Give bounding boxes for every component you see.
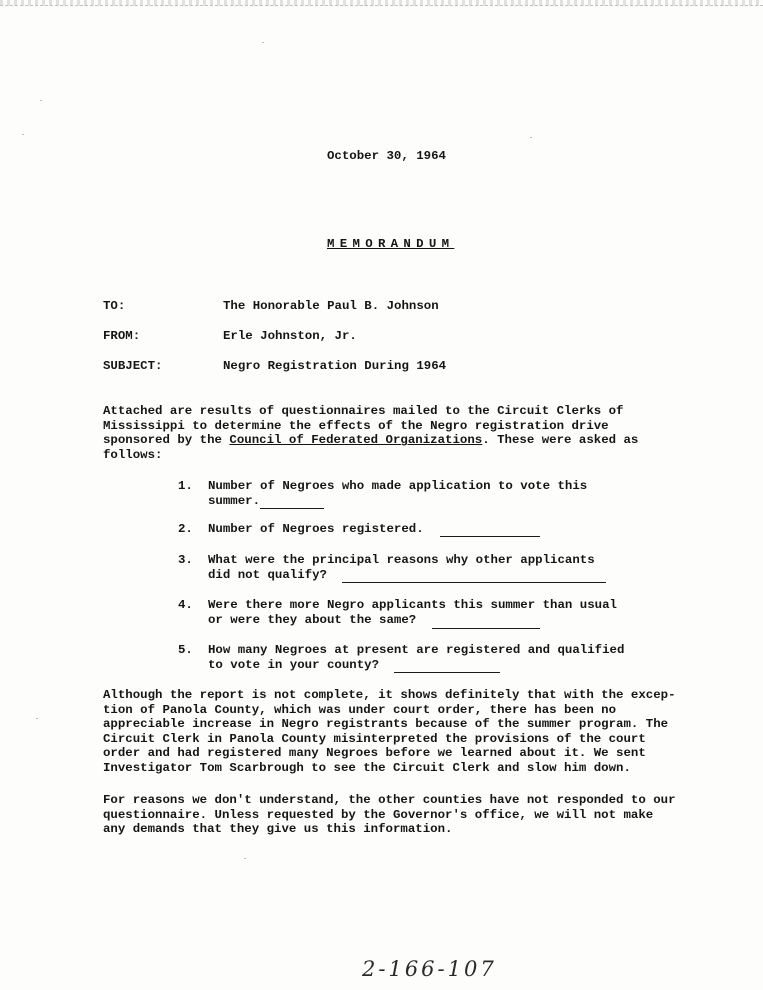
scan-speck: [36, 718, 38, 719]
scan-speck: [530, 137, 532, 138]
scan-speck: [244, 858, 246, 859]
scan-speck: [262, 42, 264, 43]
question-text: Were there more Negro applicants this summer than usual or were they about the same?: [208, 598, 617, 627]
intro-paragraph: [103, 404, 688, 462]
to-label: TO:: [103, 299, 126, 313]
findings-paragraph: Although the report is not complete, it shows definitely that with the excep- tion of Panola County, which was under court order, there has been no appreciable increase in Negro registrants because of the summer program. The Circuit Clerk in Panola County misinterpreted the provisions of the court order and had registered many Negroes before we learned about it. We sent Investigator Tom Scarbrough to see the Circuit Clerk and slow him down.: [103, 688, 676, 775]
answer-blank-1: [260, 508, 324, 509]
scan-speck: [22, 134, 24, 135]
question-text: How many Negroes at present are registered and qualified to vote in your county?: [208, 643, 625, 672]
answer-blank-4: [432, 628, 540, 629]
answer-blank-5: [394, 672, 500, 673]
question-number: 2.: [178, 522, 193, 536]
to-value: The Honorable Paul B. Johnson: [223, 299, 439, 313]
from-value: Erle Johnston, Jr.: [223, 329, 357, 343]
scan-top-edge: [0, 0, 763, 6]
scan-speck: [40, 100, 42, 101]
handwritten-file-number: 2-166-107: [362, 957, 497, 981]
from-label: FROM:: [103, 329, 141, 343]
subject-value: Negro Registration During 1964: [223, 359, 447, 373]
organization-name: Council of Federated Organizations: [229, 433, 483, 448]
question-text: Number of Negroes who made application to vote this summer.: [208, 479, 588, 508]
question-text: Number of Negroes registered.: [208, 522, 424, 536]
memo-date: October 30, 1964: [327, 149, 446, 163]
answer-blank-3: [342, 582, 606, 583]
answer-blank-2: [440, 536, 540, 537]
question-text: What were the principal reasons why other applicants did not qualify?: [208, 553, 595, 582]
question-number: 3.: [178, 553, 193, 567]
question-number: 4.: [178, 598, 193, 612]
subject-label: SUBJECT:: [103, 359, 163, 373]
memo-title: MEMORANDUM: [327, 237, 455, 251]
question-number: 1.: [178, 479, 193, 493]
question-number: 5.: [178, 643, 193, 657]
intro-text-start: Attached are results of questionnaires mailed to the Circuit Clerks of Mississippi to determine the effects of the Negro registration drive sponsored by the: [103, 404, 624, 448]
intro-text-end: . These were asked as follows:: [103, 433, 639, 462]
closing-paragraph: For reasons we don't understand, the other counties have not responded to our questionnaire. Unless requested by the Governor's office, we will not make any demands that they give us this information.: [103, 793, 676, 837]
